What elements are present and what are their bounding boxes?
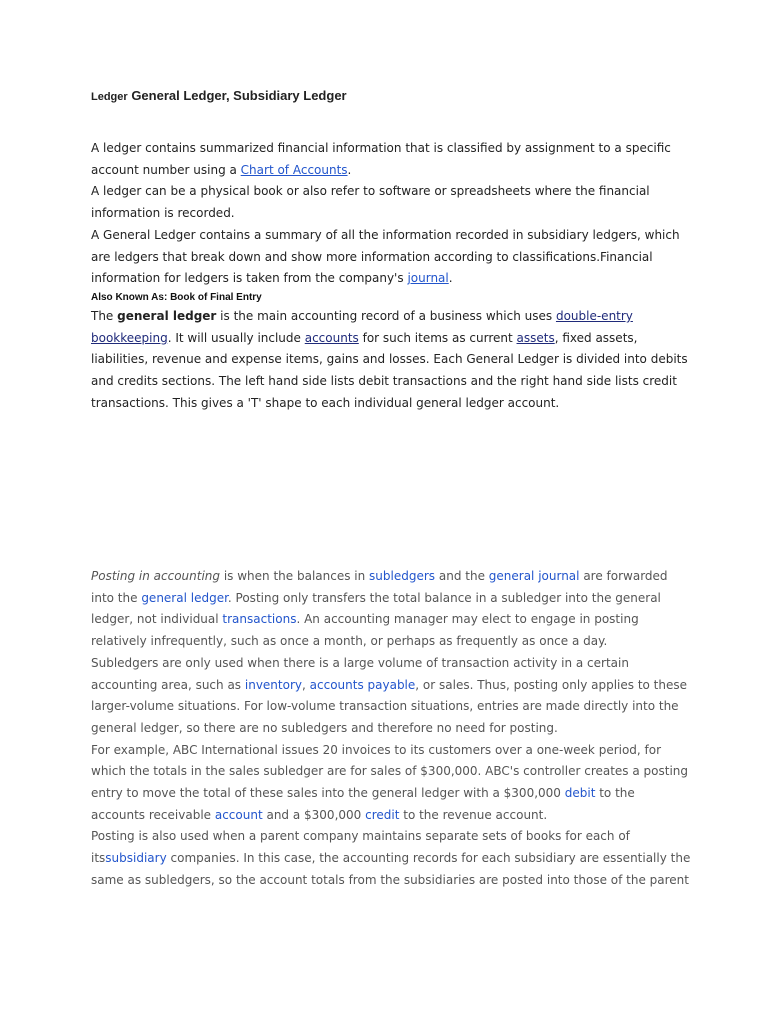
subsidiary-link[interactable]: subsidiary	[105, 851, 167, 866]
intro-text: A General Ledger contains a summary of all the information recorded in subsidiary ledgers, which are ledgers that break down and show more information according to classifications.Financial information for ledgers is taken from the company's	[91, 227, 680, 286]
posting-paragraph-1	[91, 566, 691, 653]
transactions-link[interactable]: transactions	[222, 612, 297, 627]
posting-section	[91, 566, 691, 892]
general-ledger-section	[91, 306, 691, 415]
posting-text: and a $300,000	[262, 807, 366, 822]
general-ledger-paragraph	[91, 306, 691, 415]
general-journal-link[interactable]: general journal	[488, 569, 580, 583]
debit-link[interactable]: debit	[564, 786, 596, 801]
gl-text: is the main accounting record of a business which uses	[216, 309, 556, 323]
gl-text: . It will usually include	[167, 330, 305, 345]
gl-text: for such items as current	[358, 330, 517, 345]
page-title	[91, 88, 347, 103]
posting-text: . Posting only transfers the total balance in a subledger into the general ledger, not individual	[91, 590, 661, 627]
posting-text: ,	[302, 677, 310, 692]
intro-text: .	[448, 271, 453, 286]
gl-text: , fixed assets, liabilities, revenue and expense items, gains and losses. Each General Ledger is divided into debits and credits sections. The left hand side lists debit transactions and the right hand side lists credit transactions. This gives a 'T' shape to each individual general ledger account.	[91, 330, 688, 410]
posting-text: . An accounting manager may elect to engage in posting relatively infrequently, such as once a month, or perhaps as frequently as once a day.	[91, 612, 639, 649]
posting-text: and the	[435, 569, 489, 583]
posting-text: is when the balances in	[220, 569, 370, 583]
intro-paragraph-1	[91, 138, 691, 181]
accounts-payable-link[interactable]: accounts payable	[309, 677, 416, 692]
gl-text: The	[91, 309, 118, 323]
posting-text: For example, ABC International issues 20 invoices to its customers over a one-week period, for which the totals in the sales subledger are for sales of $300,000. ABC's controller creates a posting entry to move the total of these sales into the general ledger with a $300,000	[91, 742, 689, 801]
general-ledger-link[interactable]: general ledger	[141, 590, 228, 605]
posting-text: Subledgers are only used when there is a large volume of transaction activity in a certain accounting area, such as	[91, 655, 629, 692]
posting-text: , or sales. Thus, posting only applies to these larger-volume situations. For low-volume transaction situations, entries are made directly into the general ledger, so there are no subledgers and therefore no need for posting.	[91, 677, 688, 735]
assets-link[interactable]: assets	[516, 330, 555, 345]
accounts-link[interactable]: accounts	[304, 330, 359, 345]
journal-link[interactable]: journal	[407, 271, 449, 286]
posting-text: Posting is also used when a parent company maintains separate sets of books for each of its	[91, 829, 630, 866]
title-prefix: Ledger	[91, 91, 128, 103]
inventory-link[interactable]: inventory	[244, 677, 302, 692]
intro-text: .	[347, 162, 352, 177]
double-entry-bookkeeping-link[interactable]: double-entry bookkeeping	[91, 309, 633, 345]
posting-text: companies. In this case, the accounting records for each subsidiary are essentially the same as subledgers, so the account totals from the subsidiaries are posted into those of the parent	[91, 851, 691, 887]
title-main: General Ledger, Subsidiary Ledger	[131, 88, 347, 103]
posting-paragraph-4	[91, 826, 691, 891]
posting-term: Posting in accounting	[91, 569, 221, 583]
intro-paragraph-3	[91, 225, 691, 290]
posting-paragraph-2	[91, 653, 691, 740]
posting-text: are forwarded into the	[91, 569, 668, 605]
chart-of-accounts-link[interactable]: Chart of Accounts	[240, 162, 348, 177]
also-known-as: Also Known As: Book of Final Entry	[91, 292, 262, 303]
subledgers-link[interactable]: subledgers	[369, 569, 436, 583]
intro-paragraph-2: A ledger can be a physical book or also refer to software or spreadsheets where the financial information is recorded.	[91, 184, 650, 221]
account-link[interactable]: account	[214, 807, 263, 822]
posting-paragraph-3	[91, 740, 691, 827]
credit-link[interactable]: credit	[365, 807, 400, 822]
intro-section	[91, 138, 691, 290]
posting-text: to the revenue account.	[399, 807, 548, 822]
intro-text: A ledger contains summarized financial information that is classified by assignment to a specific account number using a	[91, 141, 671, 177]
posting-text: to the accounts receivable	[91, 786, 635, 822]
general-ledger-term: general ledger	[117, 309, 217, 323]
